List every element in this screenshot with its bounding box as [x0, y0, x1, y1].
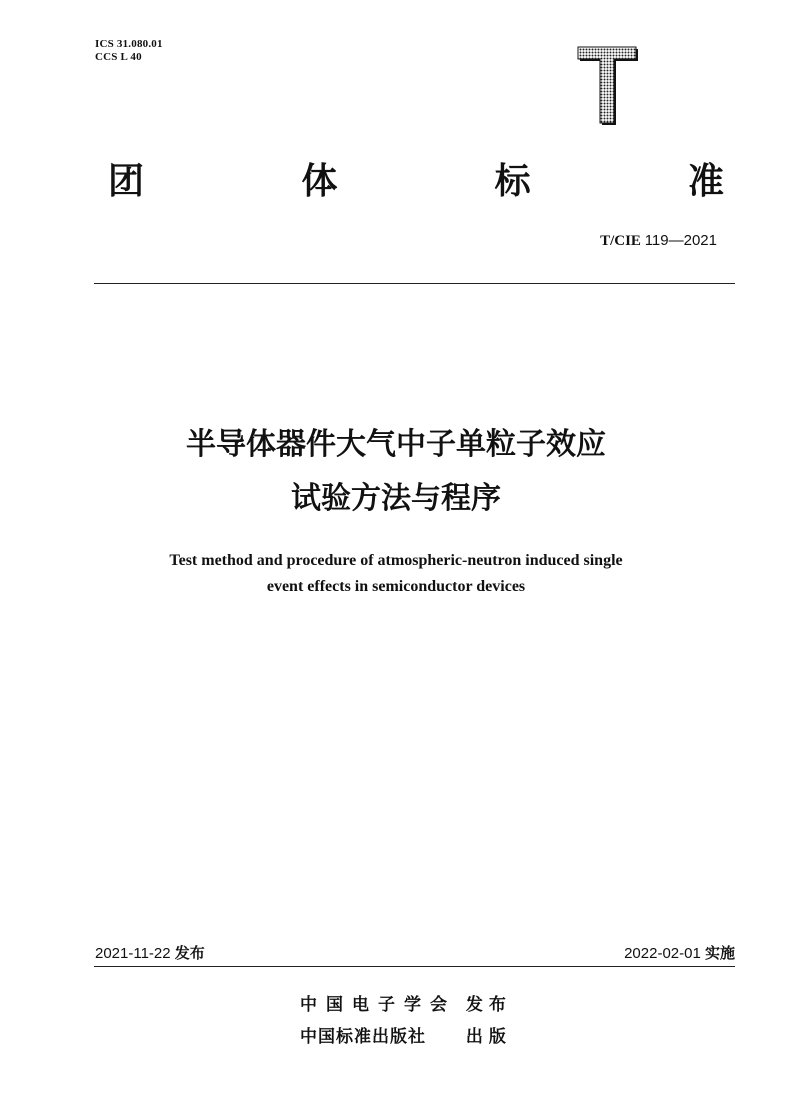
- press-action: 出版: [465, 1027, 512, 1047]
- standard-number: [600, 232, 717, 250]
- implement-date: [624, 942, 735, 963]
- title-en-line-2: event effects in semiconductor devices: [266, 578, 526, 595]
- issue-date: [95, 942, 205, 963]
- issue-date-value: 2021-11-22: [95, 945, 171, 962]
- ics-code: ICS 31.080.01: [95, 38, 163, 50]
- footer-divider: [94, 966, 735, 967]
- press-org: 中国标准出版社: [300, 1027, 426, 1047]
- standard-number-prefix: T/CIE: [600, 233, 641, 249]
- publisher-action: 发布: [465, 995, 512, 1015]
- title-en-line-1: Test method and procedure of atmospheric-neutron induced single: [169, 552, 623, 569]
- standard-type-char-1: 团: [108, 161, 145, 202]
- classification-codes: [95, 38, 163, 64]
- title-cn-line-2: 试验方法与程序: [291, 481, 501, 516]
- standard-type-char-2: 体: [301, 161, 338, 202]
- ccs-code: CCS L 40: [95, 51, 142, 63]
- header-divider: [94, 283, 735, 284]
- title-cn-line-1: 半导体器件大气中子单粒子效应: [186, 427, 606, 462]
- issue-label: 发布: [174, 944, 205, 962]
- standard-number-value: 119—2021: [644, 232, 717, 249]
- standard-type-heading: [108, 160, 724, 204]
- publisher-org: 中国电子学会: [300, 995, 456, 1015]
- standard-type-char-4: 准: [687, 161, 724, 202]
- publisher-row-1: [300, 990, 512, 1015]
- implement-date-value: 2022-02-01: [624, 945, 701, 962]
- implement-label: 实施: [704, 944, 735, 962]
- publisher-row-2: [300, 1022, 512, 1047]
- t-logo-icon: [576, 45, 640, 127]
- standard-type-char-3: 标: [494, 161, 531, 202]
